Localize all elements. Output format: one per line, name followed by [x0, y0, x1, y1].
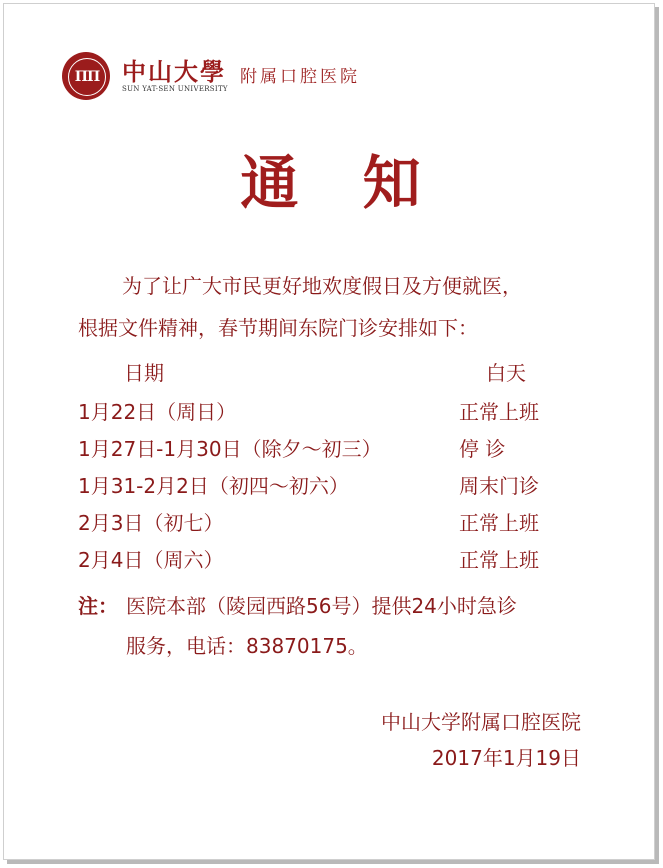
notice-title: 通 知: [240, 149, 443, 217]
signature-date: 2017年1月19日: [431, 746, 581, 770]
schedule-date: 1月27日-1月30日（除夕～初三）: [78, 437, 382, 461]
signature-org: 中山大学附属口腔医院: [381, 710, 581, 734]
schedule-row: [78, 470, 638, 500]
schedule-row: [78, 396, 638, 426]
schedule-row: [78, 544, 638, 574]
schedule-status: 停 诊: [459, 437, 506, 461]
schedule-date: 2月4日（周六）: [78, 548, 224, 572]
university-name-en: SUN YAT-SEN UNIVERSITY: [122, 85, 228, 93]
university-logo: [62, 52, 382, 102]
note-label: 注：: [78, 594, 118, 618]
schedule-date: 1月31-2月2日（初四～初六）: [78, 474, 349, 498]
note-line-1: 医院本部（陵园西路56号）提供24小时急诊: [126, 594, 517, 618]
schedule-row: [78, 507, 638, 537]
schedule-header-date: 日期: [124, 361, 164, 385]
schedule-status: 周末门诊: [459, 474, 539, 498]
schedule-date: 2月3日（初七）: [78, 511, 224, 535]
schedule-date: 1月22日（周日）: [78, 400, 237, 424]
schedule-header-day: 白天: [486, 361, 526, 385]
university-name-cn: 中山大學: [122, 57, 226, 86]
university-seal-icon: ΠΠ: [62, 52, 110, 100]
schedule-status: 正常上班: [459, 400, 539, 424]
note-line-2: 服务，电话：83870175。: [126, 634, 368, 658]
schedule-status: 正常上班: [459, 511, 539, 535]
intro-line-1: 为了让广大市民更好地欢度假日及方便就医，: [122, 274, 522, 298]
schedule-row: [78, 433, 638, 463]
intro-line-2: 根据文件精神，春节期间东院门诊安排如下：: [78, 316, 478, 340]
schedule-status: 正常上班: [459, 548, 539, 572]
hospital-name: 附属口腔医院: [240, 67, 360, 87]
